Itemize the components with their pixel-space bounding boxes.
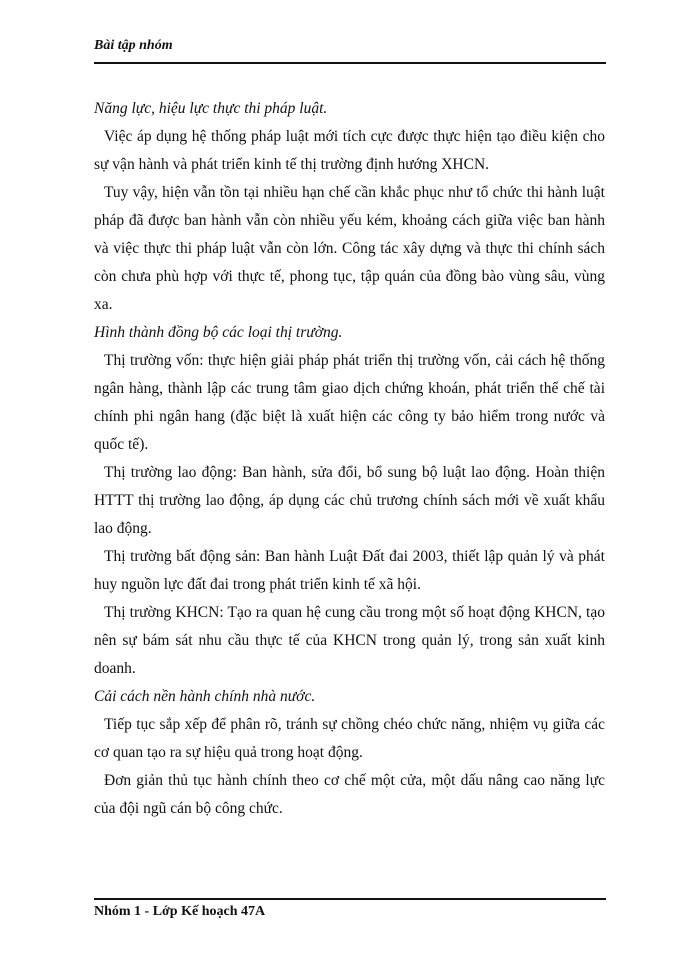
footer-divider — [94, 898, 606, 900]
page-header: Bài tập nhóm — [94, 38, 173, 53]
paragraph: Tuy vậy, hiện vẫn tồn tại nhiều hạn chế cần khắc phục như tổ chức thi hành luật pháp đã được ban hành vẫn còn nhiều yếu kém, khoảng cách giữa việc ban hành và việc thực thi pháp luật vẫn còn lớn. Công tác xây dựng và thực thi chính sách còn chưa phù hợp với thực tế, phong tục, tập quán của đồng bào vùng sâu, vùng xa. — [94, 184, 605, 313]
paragraph: Thị trường bất động sản: Ban hành Luật Đất đai 2003, thiết lập quản lý và phát huy nguồn lực đất đai trong phát triển kinh tế xã hội. — [94, 548, 605, 593]
paragraph: Thị trường vốn: thực hiện giải pháp phát triển thị trường vốn, cải cách hệ thống ngân hàng, thành lập các trung tâm giao dịch chứng khoán, phát triển thể chế tài chính phi ngân hang (đặc biệt là xuất hiện các công ty bảo hiểm trong nước và quốc tế). — [94, 352, 605, 453]
paragraph: Thị trường KHCN: Tạo ra quan hệ cung cầu trong một số hoạt động KHCN, tạo nên sự bám sát nhu cầu thực tế của KHCN trong quản lý, trong sản xuất kinh doanh. — [94, 604, 605, 677]
document-body — [94, 95, 605, 823]
section-heading: Năng lực, hiệu lực thực thi pháp luật. — [94, 100, 328, 117]
header-divider — [94, 62, 606, 64]
page-footer: Nhóm 1 - Lớp Kế hoạch 47A — [94, 904, 266, 919]
paragraph: Tiếp tục sắp xếp để phân rõ, tránh sự chồng chéo chức năng, nhiệm vụ giữa các cơ quan tạo ra sự hiệu quả trong hoạt động. — [94, 716, 605, 761]
section-heading: Cải cách nền hành chính nhà nước. — [94, 688, 316, 705]
paragraph: Đơn giản thủ tục hành chính theo cơ chế một cửa, một dấu nâng cao năng lực của đội ngũ cán bộ công chức. — [94, 772, 605, 817]
paragraph: Việc áp dụng hệ thống pháp luật mới tích cực được thực hiện tạo điều kiện cho sự vận hành và phát triển kinh tế thị trường định hướng XHCN. — [94, 128, 605, 173]
section-heading: Hình thành đồng bộ các loại thị trường. — [94, 324, 343, 341]
paragraph: Thị trường lao động: Ban hành, sửa đổi, bổ sung bộ luật lao động. Hoàn thiện HTTT thị trường lao động, áp dụng các chủ trương chính sách mới về xuất khẩu lao động. — [94, 464, 605, 537]
